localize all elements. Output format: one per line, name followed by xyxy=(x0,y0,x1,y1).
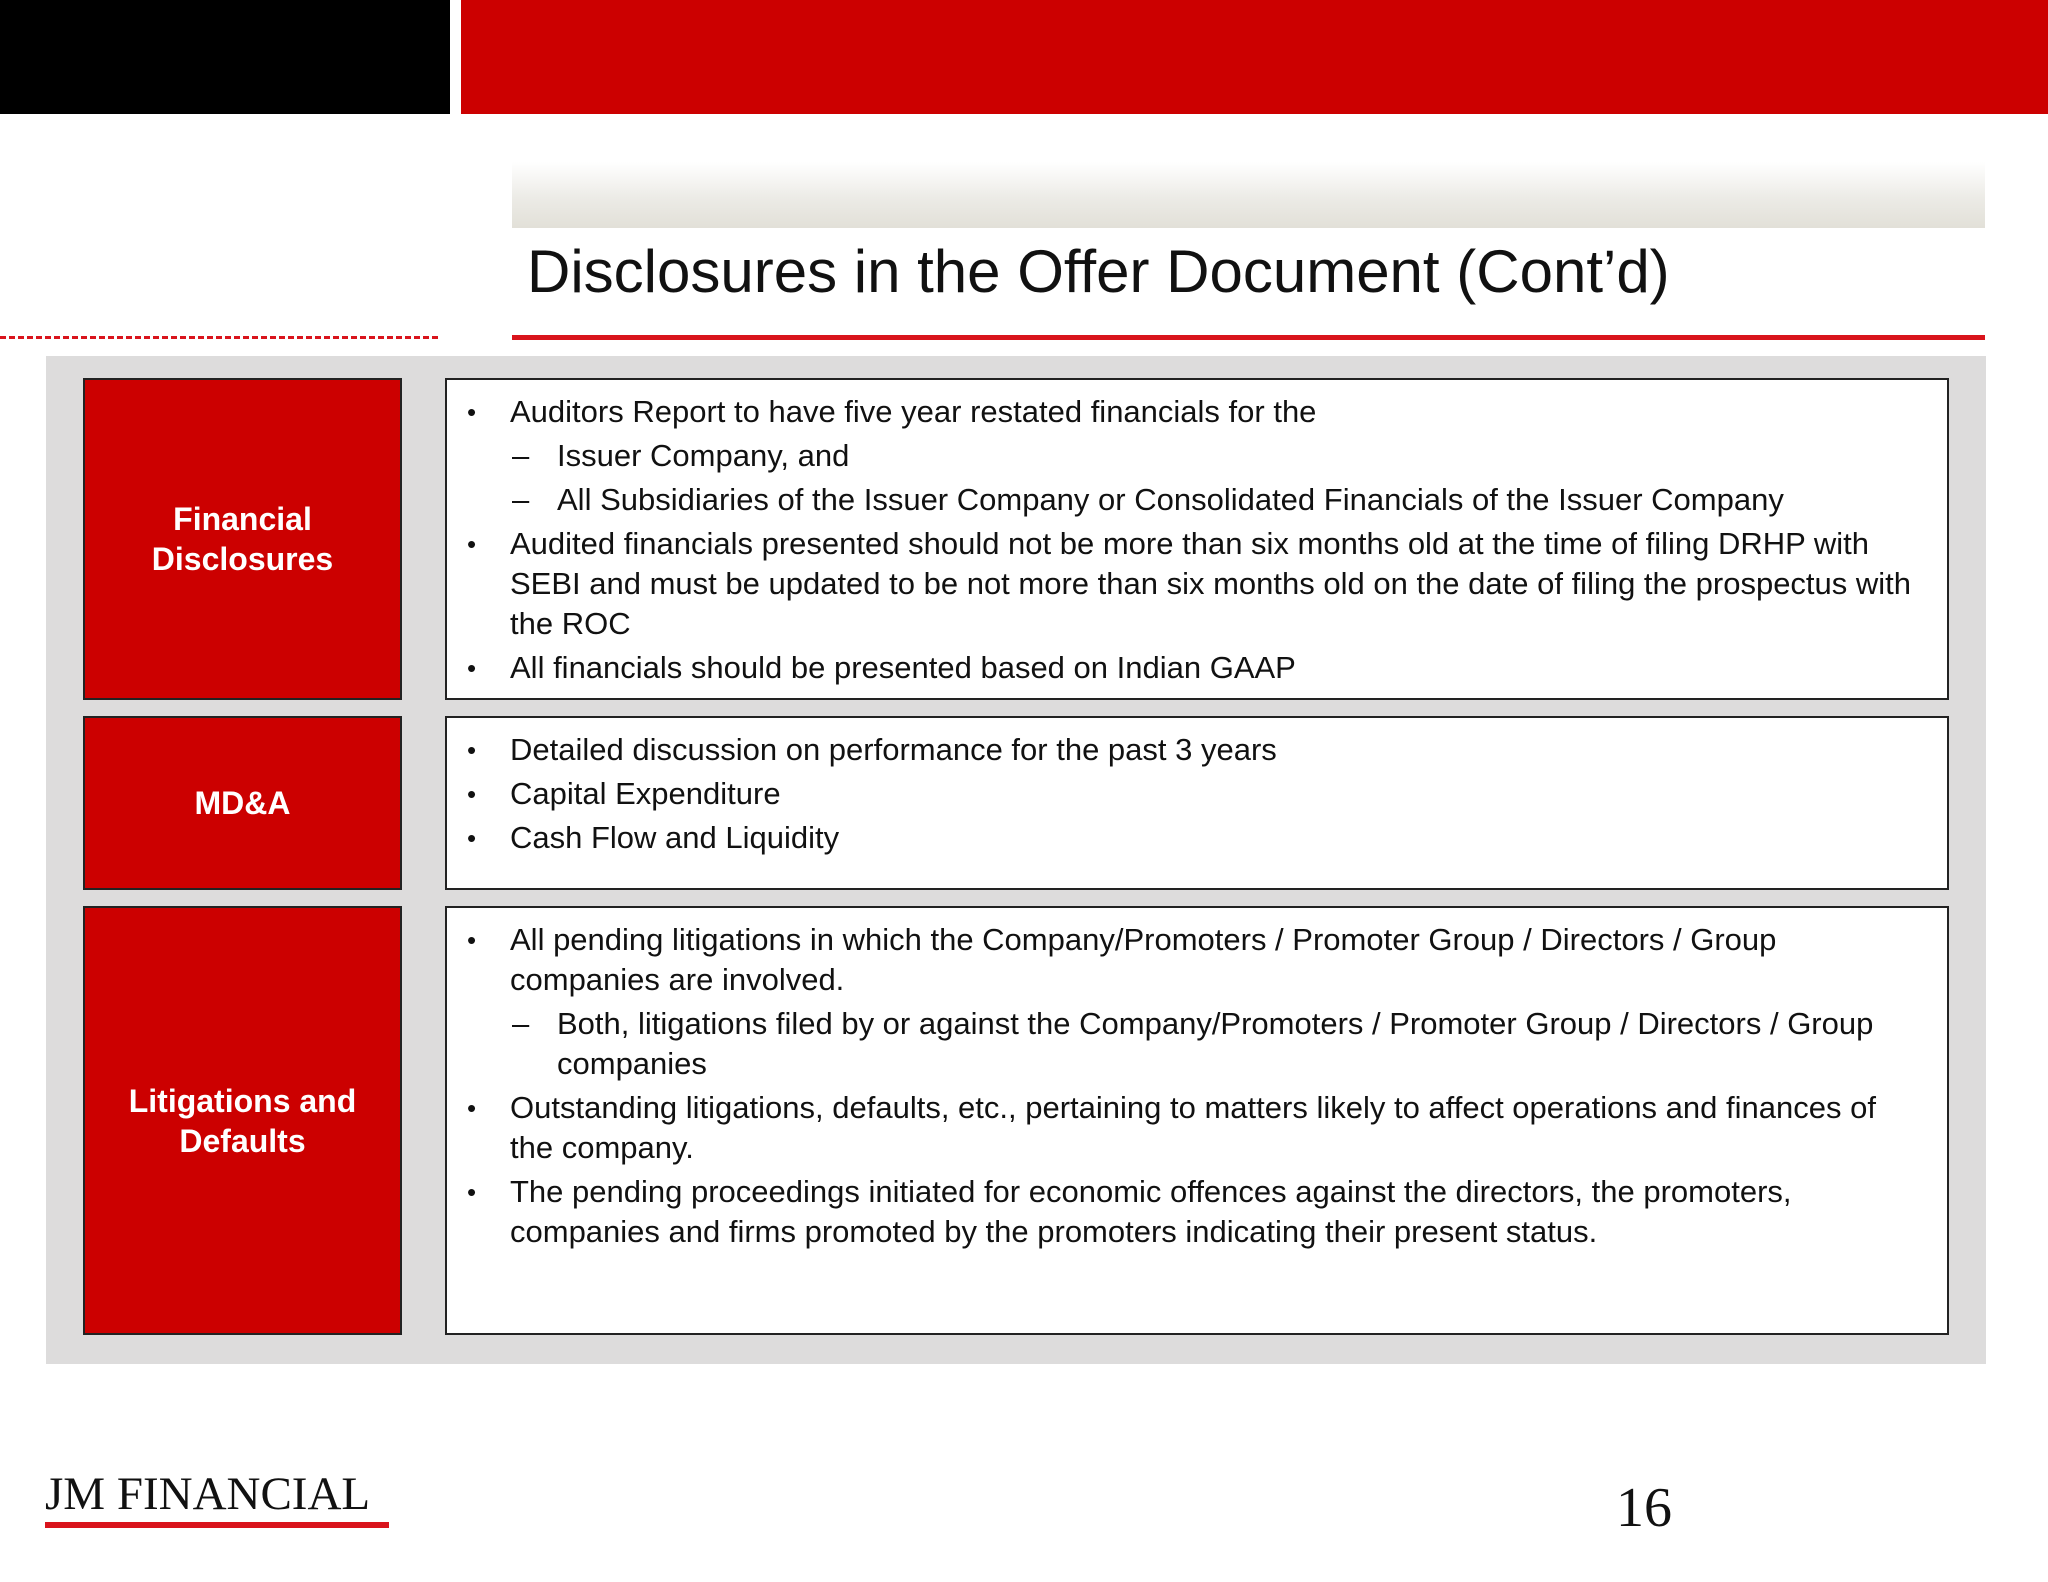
bullet-icon: • xyxy=(467,823,477,853)
list-item: • Capital Expenditure xyxy=(447,774,1917,814)
header-bar-black xyxy=(0,0,450,114)
slide-title: Disclosures in the Offer Document (Cont’d) xyxy=(527,238,1670,305)
title-shade xyxy=(512,162,1985,228)
bullet-icon: • xyxy=(467,653,477,683)
bullet-list xyxy=(447,920,1917,1252)
list-item: • Cash Flow and Liquidity xyxy=(447,818,1917,858)
list-item: • The pending proceedings initiated for economic offences against the directors, the promoters, companies and firms promoted by the promoters indicating their present status. xyxy=(467,1174,1792,1249)
list-item: – Both, litigations filed by or against the Company/Promoters / Promoter Group / Directors / Group companies xyxy=(512,1006,1874,1081)
header-bar-red xyxy=(461,0,2048,114)
bullet-icon: • xyxy=(467,397,477,427)
title-underline xyxy=(512,335,1985,340)
section-label-mda xyxy=(83,716,402,890)
bullet-icon: • xyxy=(467,529,477,559)
list-item: • Auditors Report to have five year restated financials for the xyxy=(447,392,1917,432)
bullet-icon: • xyxy=(467,1177,477,1207)
bullet-list xyxy=(447,730,1917,858)
section-label-text: Financial Disclosures xyxy=(151,501,334,577)
page-number: 16 xyxy=(1616,1477,1672,1539)
list-item: – Issuer Company, and xyxy=(447,436,1917,476)
bullet-icon: • xyxy=(467,779,477,809)
section-content-financial-disclosures xyxy=(445,378,1949,700)
list-item: • Detailed discussion on performance for the past 3 years xyxy=(447,730,1917,770)
dash-icon: – xyxy=(512,1006,530,1041)
section-content-mda xyxy=(445,716,1949,890)
logo-underline xyxy=(45,1522,389,1528)
bullet-icon: • xyxy=(467,1093,477,1123)
bullet-icon: • xyxy=(467,735,477,765)
list-item: • Audited financials presented should not be more than six months old at the time of filing DRHP with SEBI and must be updated to be not more than six months old on the date of filing the prospectus with the ROC xyxy=(467,526,1912,641)
dashed-divider xyxy=(0,336,438,339)
bullet-icon: • xyxy=(467,925,477,955)
section-label-litigations-and-defaults xyxy=(83,906,402,1335)
dash-icon: – xyxy=(512,438,530,473)
list-item: – All Subsidiaries of the Issuer Company or Consolidated Financials of the Issuer Company xyxy=(447,480,1917,520)
list-item: • All pending litigations in which the Company/Promoters / Promoter Group / Directors / Group companies are involved. xyxy=(467,922,1777,997)
section-label-financial-disclosures xyxy=(83,378,402,700)
dash-icon: – xyxy=(512,482,530,517)
bullet-list xyxy=(447,392,1917,688)
company-logo: JM FINANCIAL xyxy=(45,1468,371,1520)
list-item: • All financials should be presented based on Indian GAAP xyxy=(447,648,1917,688)
section-label-text: Litigations and Defaults xyxy=(128,1082,357,1159)
list-item: • Outstanding litigations, defaults, etc., pertaining to matters likely to affect operations and finances of the company. xyxy=(467,1090,1876,1165)
section-content-litigations-and-defaults xyxy=(445,906,1949,1335)
section-label-text: MD&A xyxy=(194,785,291,821)
